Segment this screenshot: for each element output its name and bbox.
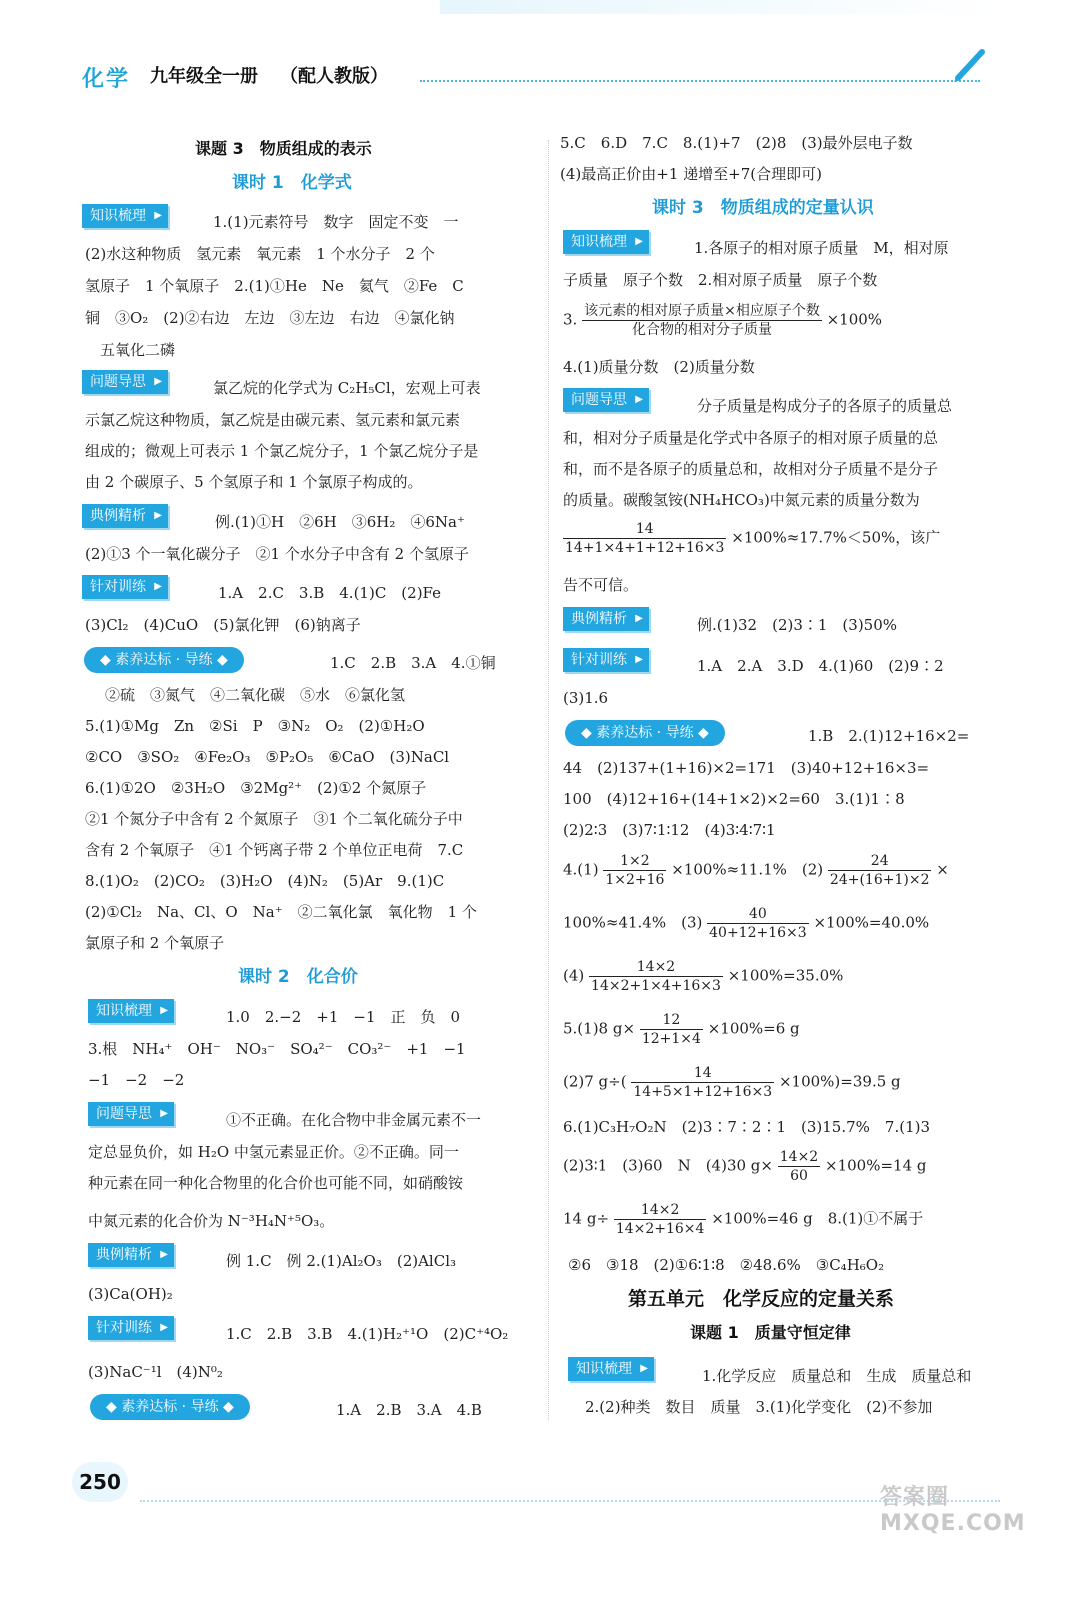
lesson-title-2: 课时 2 化合价 <box>238 967 358 987</box>
text-line: (3)1.6 <box>563 689 609 707</box>
header-band <box>440 0 1000 14</box>
tag-example: 典例精析 ▶ <box>563 607 649 631</box>
text-segment: 3. <box>563 310 578 329</box>
text-line: 种元素在同一种化合物里的化合价也可能不同，如硝酸铵 <box>88 1174 464 1192</box>
tag-question: 问题导思 ▶ <box>82 370 168 394</box>
fraction-denominator: 化合物的相对分子质量 <box>631 322 772 338</box>
fraction-denominator: 40+12+16×3 <box>709 925 807 941</box>
formula-line <box>563 1201 923 1238</box>
text-line: 氯乙烷的化学式为 C₂H₅Cl，宏观上可表 <box>213 379 481 397</box>
text-line: 8.(1)O₂ (2)CO₂ (3)H₂O (4)N₂ (5)Ar 9.(1)C <box>85 872 445 890</box>
formula-line <box>563 1148 926 1185</box>
text-line: 5.C 6.D 7.C 8.(1)+7 (2)8 (3)最外层电子数 <box>560 134 913 152</box>
text-line: 1.A 2.A 3.D 4.(1)60 (2)9∶2 <box>697 657 944 675</box>
text-line: 44 (2)137+(1+16)×2=171 (3)40+12+16×3= <box>563 759 930 777</box>
formula-line <box>563 302 882 339</box>
text-line: 由 2 个碳原子、5 个氢原子和 1 个氯原子构成的。 <box>85 473 423 491</box>
fraction-numerator: 该元素的相对原子质量×相应原子个数 <box>584 303 820 319</box>
fraction-denominator: 24+(16+1)×2 <box>829 872 930 888</box>
text-line: 组成的；微观上可表示 1 个氯乙烷分子，1 个氯乙烷分子是 <box>85 442 479 460</box>
text-line: ②1 个氮分子中含有 2 个氮原子 ③1 个二氧化硫分子中 <box>85 810 463 828</box>
text-line: 示氯乙烷这种物质，氯乙烷是由碳元素、氢元素和氯元素 <box>85 411 461 429</box>
text-segment: ×100%≈17.7%＜50%，该广 <box>731 528 941 547</box>
text-line: ②硫 ③氮气 ④二氧化碳 ⑤水 ⑥氯化氢 <box>105 686 406 704</box>
text-line: 例.(1)①H ②6H ③6H₂ ④6Na⁺ <box>215 513 465 531</box>
text-line: 的质量。碳酸氢铵(NH₄HCO₃)中氮元素的质量分数为 <box>563 491 920 509</box>
text-line: 1.A 2.C 3.B 4.(1)C (2)Fe <box>218 584 442 602</box>
text-line: 1.C 2.B 3.A 4.①铜 <box>330 654 496 672</box>
text-line: (3)Cl₂ (4)CuO (5)氯化钾 (6)钠离子 <box>85 616 361 634</box>
fraction <box>563 520 726 557</box>
text-segment: ×100%=14 g <box>825 1156 927 1175</box>
text-line: 分子质量是构成分子的各原子的质量总 <box>697 397 953 415</box>
formula-line <box>563 905 929 942</box>
fraction-denominator: 14+1×4+1+12+16×3 <box>565 540 725 556</box>
text-line: 6.(1)C₃H₇O₂N (2)3∶7∶2∶1 (3)15.7% 7.(1)3 <box>563 1118 931 1136</box>
unit-title: 第五单元 化学反应的定量关系 <box>628 1288 895 1310</box>
text-segment: (2)3∶1 (3)60 N (4)30 g× <box>563 1156 773 1175</box>
tag-knowledge: 知识梳理 ▶ <box>563 230 649 254</box>
text-line: (2)①Cl₂ Na、Cl、O Na⁺ ②二氧化氯 氧化物 1 个 <box>85 903 477 921</box>
lesson-title-3: 课时 3 物质组成的定量认识 <box>652 198 874 218</box>
fraction-numerator: 14×2 <box>779 1149 819 1165</box>
tag-knowledge: 知识梳理 ▶ <box>568 1357 654 1381</box>
column-divider <box>548 140 549 1420</box>
text-line: (3)NaC⁻¹l (4)N⁰₂ <box>88 1363 223 1381</box>
text-line: 1.各原子的相对原子质量 M，相对原 <box>694 239 949 257</box>
text-line: 5.(1)①Mg Zn ②Si P ③N₂ O₂ (2)①H₂O <box>85 717 425 735</box>
text-line: 告不可信。 <box>563 576 639 594</box>
tag-question: 问题导思 ▶ <box>88 1102 174 1126</box>
text-segment: × <box>936 860 949 879</box>
formula-line <box>563 1064 901 1101</box>
text-line: (3)Ca(OH)₂ <box>88 1285 173 1303</box>
text-segment: 100%≈41.4% (3) <box>563 913 703 932</box>
text-line: 氯原子和 2 个氧原子 <box>85 934 225 952</box>
header-dotted-line <box>420 80 980 82</box>
fraction <box>828 852 932 889</box>
text-line: 3.根 NH₄⁺ OH⁻ NO₃⁻ SO₄²⁻ CO₃²⁻ +1 −1 <box>88 1040 466 1058</box>
text-line: 子质量 原子个数 2.相对原子质量 原子个数 <box>563 271 878 289</box>
pill-practice: ◆ 素养达标 · 导练 ◆ <box>84 647 244 673</box>
fraction-denominator: 1×2+16 <box>605 872 665 888</box>
fraction-numerator: 1×2 <box>603 852 666 871</box>
tag-train: 针对训练 ▶ <box>82 575 168 599</box>
text-segment: ×100% <box>826 310 883 329</box>
footer-dotted-line <box>140 1500 1000 1502</box>
tag-example: 典例精析 ▶ <box>82 504 168 528</box>
tag-knowledge: 知识梳理 ▶ <box>82 204 168 228</box>
text-line: 定总显负价，如 H₂O 中氢元素显正价。②不正确。同一 <box>88 1143 459 1161</box>
page-number: 250 <box>72 1462 128 1502</box>
formula-line <box>563 958 843 995</box>
fraction-numerator: 14 <box>563 520 726 539</box>
fraction-numerator: 12 <box>640 1011 703 1030</box>
fraction-numerator: 40 <box>707 905 809 924</box>
page-header <box>0 0 1071 110</box>
subject-title: 化学 <box>82 67 131 92</box>
text-line: 1.A 2.B 3.A 4.B <box>336 1401 482 1419</box>
fraction-denominator: 14×2+16×4 <box>615 1221 705 1237</box>
fraction-denominator: 14+5×1+12+16×3 <box>633 1084 773 1100</box>
text-line: 氢原子 1 个氧原子 2.(1)①He Ne 氦气 ②Fe C <box>85 277 464 295</box>
formula-line <box>563 852 949 889</box>
text-line: 1.化学反应 质量总和 生成 质量总和 <box>702 1367 972 1385</box>
pen-icon <box>950 46 990 86</box>
text-line: ②CO ③SO₂ ④Fe₂O₃ ⑤P₂O₅ ⑥CaO (3)NaCl <box>85 748 450 766</box>
text-line: −1 −2 −2 <box>88 1071 185 1089</box>
text-segment: (2)7 g÷( <box>563 1072 627 1091</box>
tag-question: 问题导思 ▶ <box>563 388 649 412</box>
tag-knowledge: 知识梳理 ▶ <box>88 999 174 1023</box>
text-line: 1.B 2.(1)12+16×2= <box>808 727 970 745</box>
text-line: 和，相对分子质量是化学式中各原子的相对原子质量的总 <box>563 429 939 447</box>
tag-train: 针对训练 ▶ <box>88 1316 174 1340</box>
tag-train: 针对训练 ▶ <box>563 648 649 672</box>
text-segment: ×100%=40.0% <box>813 913 930 932</box>
fraction <box>707 905 809 942</box>
text-segment: 4.(1) <box>563 860 599 879</box>
text-segment: ×100%=46 g 8.(1)①不属于 <box>711 1209 924 1228</box>
topic-title: 课题 1 质量守恒定律 <box>690 1323 851 1342</box>
text-line: 例 1.C 例 2.(1)Al₂O₃ (2)AlCl₃ <box>226 1252 457 1270</box>
text-line: (2)①3 个一氧化碳分子 ②1 个水分子中含有 2 个氢原子 <box>85 545 469 563</box>
fraction-numerator: 14 <box>631 1064 774 1083</box>
text-segment: ×100%)=39.5 g <box>778 1072 901 1091</box>
text-line: 例.(1)32 (2)3∶1 (3)50% <box>697 616 898 634</box>
text-line: 100 (4)12+16+(14+1×2)×2=60 3.(1)1∶8 <box>563 790 905 808</box>
text-line: (2)2∶3 (3)7∶1∶12 (4)3∶4∶7∶1 <box>563 821 776 839</box>
pill-practice: ◆ 素养达标 · 导练 ◆ <box>90 1394 250 1420</box>
fraction <box>603 852 666 889</box>
grade-label: 九年级全一册 <box>150 66 258 87</box>
text-line: 1.(1)元素符号 数字 固定不变 一 <box>213 213 459 231</box>
watermark: 答案圈 MXQE.COM <box>880 1485 1026 1536</box>
fraction <box>614 1201 707 1238</box>
fraction <box>640 1011 703 1048</box>
text-line: 和，而不是各原子的质量总和，故相对分子质量不是分子 <box>563 460 939 478</box>
text-line: 铜 ③O₂ (2)②右边 左边 ③左边 右边 ④氯化钠 <box>85 309 455 327</box>
text-line: (2)水这种物质 氢元素 氧元素 1 个水分子 2 个 <box>85 245 435 263</box>
text-line: 2.(2)种类 数目 质量 3.(1)化学变化 (2)不参加 <box>585 1398 933 1416</box>
text-line: 4.(1)质量分数 (2)质量分数 <box>563 358 755 376</box>
text-line: 五氧化二磷 <box>100 341 176 359</box>
topic-title: 课题 3 物质组成的表示 <box>195 139 372 158</box>
fraction-numerator: 14×2 <box>589 958 723 977</box>
text-line: (4)最高正价由+1 递增至+7(合理即可) <box>560 165 822 183</box>
fraction <box>631 1064 774 1101</box>
fraction <box>778 1148 820 1185</box>
lesson-title-1: 课时 1 化学式 <box>232 173 352 193</box>
fraction <box>589 958 723 995</box>
text-segment: (4) <box>563 966 585 985</box>
edition-label: （配人教版） <box>280 66 388 87</box>
fraction-numerator: 14×2 <box>614 1201 707 1220</box>
text-line: 中氮元素的化合价为 N⁻³H₄N⁺⁵O₃。 <box>88 1212 335 1230</box>
text-segment: 14 g÷ <box>563 1209 610 1228</box>
fraction-denominator: 60 <box>790 1168 808 1184</box>
fraction-numerator: 24 <box>828 852 932 871</box>
fraction-denominator: 12+1×4 <box>641 1031 701 1047</box>
text-line: 1.C 2.B 3.B 4.(1)H₂⁺¹O (2)C⁺⁴O₂ <box>226 1325 509 1343</box>
text-line: ①不正确。在化合物中非金属元素不一 <box>226 1111 482 1129</box>
text-line: 6.(1)①2O ②3H₂O ③2Mg²⁺ (2)①2 个氮原子 <box>85 779 427 797</box>
formula-line <box>563 1011 800 1048</box>
formula-line <box>563 520 940 557</box>
text-segment: 5.(1)8 g× <box>563 1019 636 1038</box>
pill-practice: ◆ 素养达标 · 导练 ◆ <box>565 720 725 746</box>
text-line: 1.0 2.−2 +1 −1 正 负 0 <box>226 1008 461 1026</box>
text-segment: ×100%=6 g <box>707 1019 800 1038</box>
text-segment: ×100%≈11.1% (2) <box>671 860 824 879</box>
text-segment: ×100%=35.0% <box>727 966 844 985</box>
fraction <box>582 302 822 339</box>
text-line: ②6 ③18 (2)①6∶1∶8 ②48.6% ③C₄H₆O₂ <box>568 1256 885 1274</box>
tag-example: 典例精析 ▶ <box>88 1243 174 1267</box>
text-line: 含有 2 个氧原子 ④1 个钙离子带 2 个单位正电荷 7.C <box>85 841 464 859</box>
fraction-denominator: 14×2+1×4+16×3 <box>591 978 721 994</box>
